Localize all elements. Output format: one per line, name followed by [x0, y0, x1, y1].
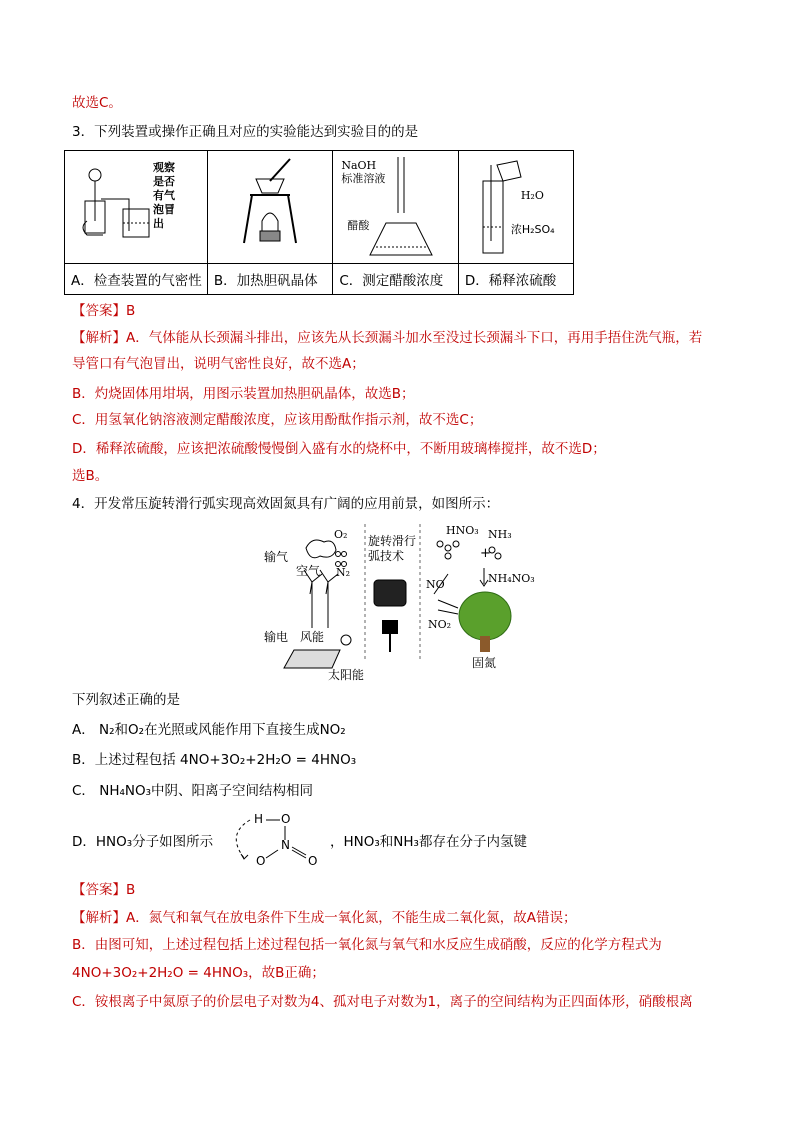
label-no2: NO₂	[428, 618, 452, 631]
option-b-figure	[207, 151, 332, 264]
option-d-label: D．稀释浓硫酸	[458, 264, 573, 295]
q3-analysis-3: B．灼烧固体用坩埚，用图示装置加热胆矾晶体，故选B；	[72, 386, 415, 402]
option-b-label: B．加热胆矾晶体	[207, 264, 332, 295]
option-c-figure	[333, 151, 458, 264]
q4-analysis-1: 【解析】A．氮气和氧气在放电条件下生成一氧化氮，不能生成二氧化氮，故A错误；	[72, 910, 577, 926]
label-tech: 旋转滑行弧技术	[368, 534, 417, 563]
conc-h2so4-label: 浓H₂SO₄	[510, 223, 555, 236]
q3-analysis-2: 导管口有气泡冒出，说明气密性良好，故不选A；	[72, 356, 365, 372]
label-gudan: 固氮	[472, 656, 497, 670]
q3-analysis-4: C．用氢氧化钠溶液测定醋酸浓度，应该用酚酞作指示剂，故不选C；	[72, 412, 483, 428]
option-d-figure	[458, 151, 573, 264]
q4-prompt: 下列叙述正确的是	[72, 692, 180, 708]
label-nh4no3: NH₄NO₃	[488, 572, 535, 585]
h2o-label: H₂O	[520, 189, 544, 202]
q4-analysis-4: C．铵根离子中氮原子的价层电子对数为4、孤对电子对数为1，离子的空间结构为正四面体形，硝酸根离	[72, 994, 693, 1010]
q4-option-a: A． N₂和O₂在光照或风能作用下直接生成NO₂	[72, 722, 346, 738]
q4-option-c: C． NH₄NO₃中阴、阳离子空间结构相同	[72, 783, 314, 799]
option-a-note: 观察是否有气泡冒出	[153, 161, 175, 230]
atom-o-hydroxyl: O	[281, 812, 291, 826]
q3-analysis-6: 选B。	[72, 468, 109, 484]
q4-analysis-2: B．由图可知，上述过程包括上述过程包括一氧化氮与氧气和水反应生成硝酸，反应的化学方程式为	[72, 937, 662, 953]
label-n2: N₂	[336, 566, 351, 579]
dilution-apparatus	[461, 151, 571, 259]
label-no: NO	[426, 578, 445, 591]
acetic-acid-label: 醋酸	[347, 219, 370, 232]
option-c-label: C．测定醋酸浓度	[333, 264, 458, 295]
label-o2: O₂	[334, 528, 348, 541]
option-a-label: A．检查装置的气密性	[65, 264, 208, 295]
q4-stem: 4．开发常压旋转滑行弧实现高效固氮具有广阔的应用前景，如图所示：	[72, 496, 500, 512]
q4-option-b: B．上述过程包括 4NO+3O₂+2H₂O = 4HNO₃	[72, 752, 357, 768]
nitrogen-fixation-figure	[262, 520, 535, 685]
q3-options-table	[64, 150, 574, 295]
atom-h: H	[254, 812, 264, 826]
standard-solution-label: 标准溶液	[341, 172, 386, 185]
hno3-molecule	[222, 812, 332, 870]
label-shuqi: 输气	[264, 550, 289, 564]
q3-analysis-1: 【解析】A．气体能从长颈漏斗排出，应该先从长颈漏斗加水至没过长颈漏斗下口，再用手捂住洗气瓶，若	[72, 330, 703, 346]
label-fengneng: 风能	[300, 630, 325, 644]
label-taiyangneng: 太阳能	[328, 668, 365, 682]
q4-answer: 【答案】B	[72, 882, 136, 898]
label-hno3: HNO₃	[446, 524, 479, 537]
label-shudian: 输电	[264, 630, 289, 644]
label-nh3: NH₃	[488, 528, 512, 541]
q3-stem: 3．下列装置或操作正确且对应的实验能达到实验目的的是	[72, 124, 419, 140]
atom-o-double: O	[308, 854, 318, 868]
label-kongqi: 空气	[296, 564, 321, 578]
crucible-heating-apparatus	[210, 151, 330, 259]
option-a-figure	[65, 151, 208, 264]
q4-option-d-pre: D．HNO₃分子如图所示	[72, 834, 214, 850]
atom-o-single: O	[256, 854, 266, 868]
q3-answer: 【答案】B	[72, 303, 136, 319]
q4-analysis-3: 4NO+3O₂+2H₂O = 4HNO₃，故B正确；	[72, 965, 325, 981]
q3-analysis-5: D．稀释浓硫酸，应该把浓硫酸慢慢倒入盛有水的烧杯中，不断用玻璃棒搅拌，故不选D；	[72, 441, 606, 457]
prev-conclusion: 故选C。	[72, 95, 122, 111]
naoh-label: NaOH	[341, 159, 377, 172]
label-plus: +	[480, 546, 491, 561]
q4-option-d-post: ，HNO₃和NH₃都存在分子内氢键	[330, 834, 527, 850]
atom-n: N	[281, 838, 290, 852]
